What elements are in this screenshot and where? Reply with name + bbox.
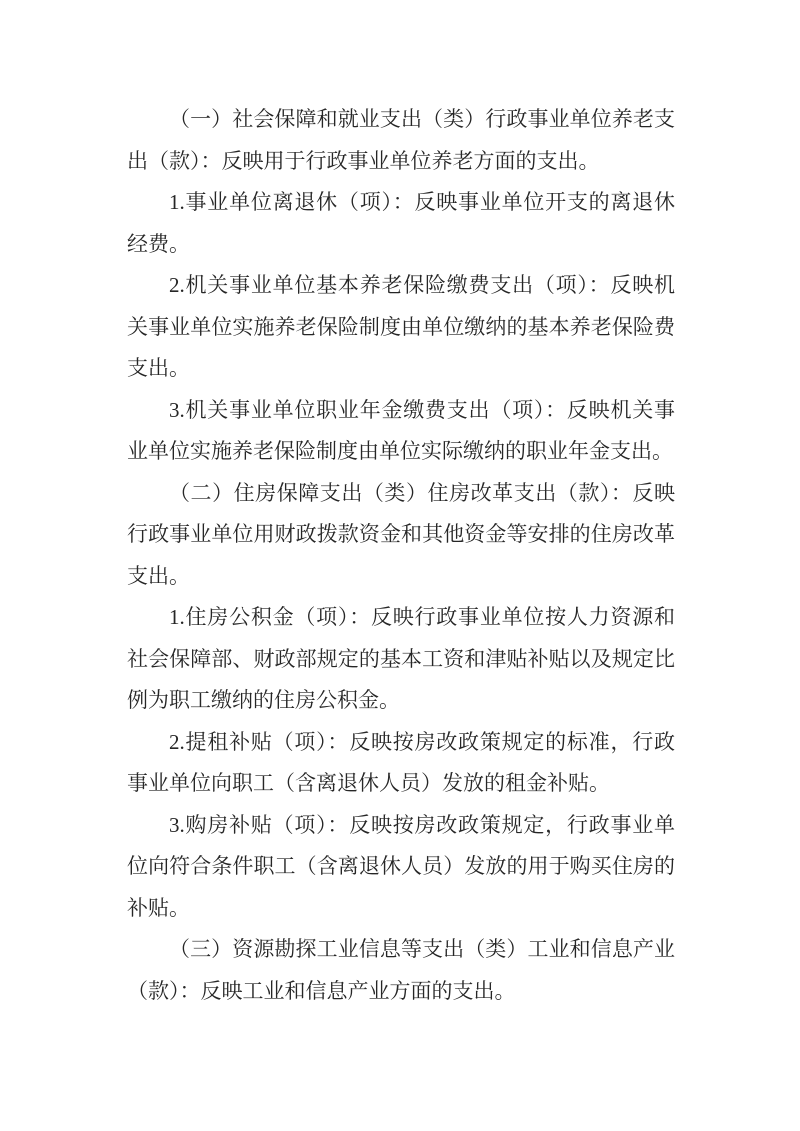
paragraph: 3.机关事业单位职业年金缴费支出（项）：反映机关事业单位实施养老保险制度由单位实际缴纳的职业年金支出。 bbox=[127, 397, 675, 463]
paragraph: 2.机关事业单位基本养老保险缴费支出（项）：反映机关事业单位实施养老保险制度由单位缴纳的基本养老保险费支出。 bbox=[127, 273, 675, 380]
paragraph: 2.提租补贴（项）：反映按房改政策规定的标准，行政事业单位向职工（含离退休人员）发放的租金补贴。 bbox=[127, 729, 675, 795]
document-text-block bbox=[127, 99, 675, 1012]
paragraph: （三）资源勘探工业信息等支出（类）工业和信息产业（款）：反映工业和信息产业方面的支出。 bbox=[127, 937, 675, 1003]
paragraph: （二）住房保障支出（类）住房改革支出（款）：反映行政事业单位用财政拨款资金和其他资金等安排的住房改革支出。 bbox=[127, 480, 675, 588]
paragraph: 1.事业单位离退休（项）：反映事业单位开支的离退休经费。 bbox=[127, 190, 675, 256]
paragraph: 1.住房公积金（项）：反映行政事业单位按人力资源和社会保障部、财政部规定的基本工资和津贴补贴以及规定比例为职工缴纳的住房公积金。 bbox=[127, 605, 675, 712]
paragraph: 3.购房补贴（项）：反映按房改政策规定，行政事业单位向符合条件职工（含离退休人员）发放的用于购买住房的补贴。 bbox=[127, 812, 675, 920]
paragraph: （一）社会保障和就业支出（类）行政事业单位养老支出（款）：反映用于行政事业单位养老方面的支出。 bbox=[127, 107, 675, 173]
